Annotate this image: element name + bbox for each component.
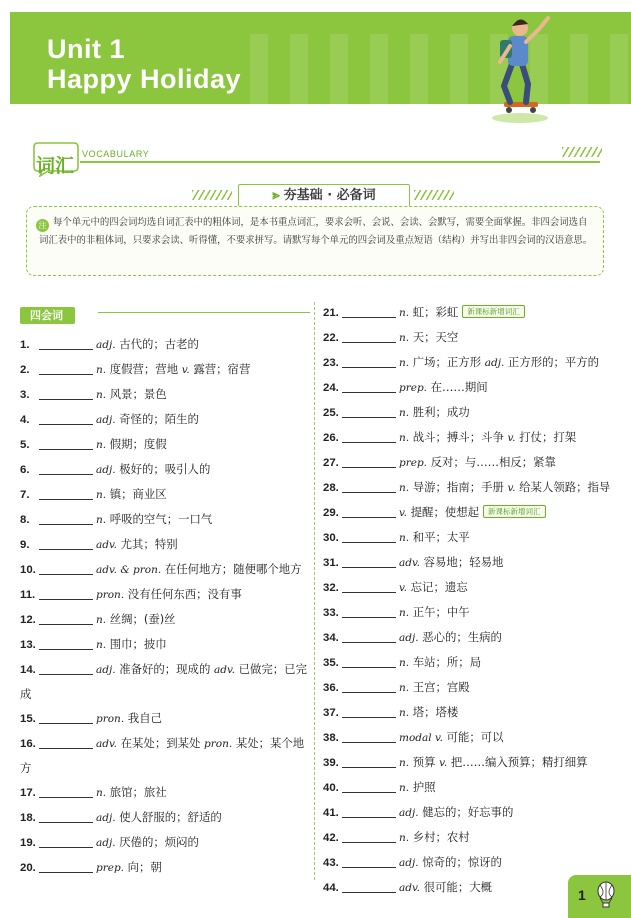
vocab-entry bbox=[323, 750, 613, 775]
part-of-speech: pron. bbox=[204, 738, 233, 750]
answer-blank[interactable] bbox=[342, 404, 396, 418]
vocab-entry bbox=[323, 300, 613, 325]
entry-number: 9. bbox=[20, 539, 30, 551]
vocab-entry bbox=[20, 557, 308, 582]
part-of-speech: n. bbox=[96, 389, 107, 401]
answer-blank[interactable] bbox=[342, 779, 396, 793]
vocab-entry bbox=[20, 407, 308, 432]
note-text: 每个单元中的四会词均选自词汇表中的粗体词，是本书重点词汇，要求会听、会说、会读、会默写，需要全面掌握。非四会词选自词汇表中的非粗体词，只要求会读、听得懂，不要求拼写。请默写每个单元的四会词及重点短语（结构）并写出非四会词的汉语意思。 bbox=[39, 217, 593, 246]
definition: 胜利；成功 bbox=[412, 405, 470, 419]
entry-number: 37. bbox=[323, 707, 339, 719]
part-of-speech: n. bbox=[399, 832, 410, 844]
entry-number: 8. bbox=[20, 514, 30, 526]
vocab-entry bbox=[323, 400, 613, 425]
part-of-speech: n. bbox=[399, 782, 410, 794]
definition: 广场；正方形 bbox=[412, 355, 482, 369]
part-of-speech: adv. bbox=[399, 882, 421, 894]
entry-number: 20. bbox=[20, 862, 36, 874]
answer-blank[interactable] bbox=[342, 829, 396, 843]
vocab-entry bbox=[20, 432, 308, 457]
definition: 容易地；轻易地 bbox=[423, 555, 504, 569]
entry-number: 19. bbox=[20, 837, 36, 849]
answer-blank[interactable] bbox=[39, 710, 93, 724]
entry-number: 41. bbox=[323, 807, 339, 819]
definition: 奇怪的；陌生的 bbox=[119, 412, 199, 426]
vocab-entry bbox=[323, 775, 613, 800]
definition: 使人舒服的；舒适的 bbox=[119, 810, 222, 824]
page-number: 1 bbox=[578, 887, 586, 903]
part-of-speech: adj. bbox=[399, 857, 419, 869]
vocab-title-cn: 词汇 bbox=[36, 155, 75, 177]
four-skill-words-tag: 四会词 bbox=[20, 307, 75, 324]
vocab-entry bbox=[20, 632, 308, 657]
definition: 在某处；到某处 bbox=[120, 736, 201, 750]
entry-number: 40. bbox=[323, 782, 339, 794]
vocab-entry bbox=[323, 325, 613, 350]
vocab-entry bbox=[323, 600, 613, 625]
definition: 在……期间 bbox=[430, 380, 488, 394]
definition: 准备好的；现成的 bbox=[119, 662, 211, 676]
vocab-entry bbox=[323, 450, 613, 475]
entry-number: 14. bbox=[20, 664, 36, 676]
definition: 镇；商业区 bbox=[109, 487, 167, 501]
part-of-speech: prep. bbox=[399, 382, 428, 394]
vocab-entry bbox=[20, 805, 308, 830]
entry-number: 10. bbox=[20, 564, 36, 576]
vocab-entry bbox=[20, 582, 308, 607]
part-of-speech: v. bbox=[507, 482, 516, 494]
section-banner bbox=[238, 184, 410, 208]
entry-number: 5. bbox=[20, 439, 30, 451]
definition: 虹；彩虹 bbox=[412, 305, 459, 319]
definition: 某处；某个地方 bbox=[20, 736, 305, 775]
entry-number: 1. bbox=[20, 339, 30, 351]
definition: 在任何地方；随便哪个地方 bbox=[164, 562, 302, 576]
entry-number: 16. bbox=[20, 738, 36, 750]
entry-number: 34. bbox=[323, 632, 339, 644]
answer-blank[interactable] bbox=[342, 304, 396, 318]
entry-number: 7. bbox=[20, 489, 30, 501]
definition: 导游；指南；手册 bbox=[412, 480, 504, 494]
answer-blank[interactable] bbox=[342, 604, 396, 618]
part-of-speech: n. bbox=[399, 357, 410, 369]
vocab-entry bbox=[20, 657, 308, 706]
definition: 天；天空 bbox=[412, 330, 459, 344]
part-of-speech: adv. & pron. bbox=[96, 564, 162, 576]
vocab-entry bbox=[323, 550, 613, 575]
wheel bbox=[530, 107, 536, 113]
vocab-hatch bbox=[562, 147, 602, 157]
part-of-speech: n. bbox=[399, 482, 410, 494]
hot-air-balloon-icon bbox=[596, 881, 616, 909]
definition: 已做完；已完成 bbox=[20, 662, 307, 701]
answer-blank[interactable] bbox=[342, 879, 396, 893]
new-curriculum-badge: 新课标新增词汇 bbox=[462, 305, 525, 318]
answer-blank[interactable] bbox=[39, 436, 93, 450]
entry-number: 3. bbox=[20, 389, 30, 401]
entry-number: 39. bbox=[323, 757, 339, 769]
section-hatch-right bbox=[414, 190, 454, 200]
entry-number: 4. bbox=[20, 414, 30, 426]
vocab-entry bbox=[20, 780, 308, 805]
vocab-entry bbox=[323, 650, 613, 675]
part-of-speech: prep. bbox=[399, 457, 428, 469]
part-of-speech: adj. bbox=[484, 357, 505, 369]
vocab-entry bbox=[323, 475, 613, 500]
part-of-speech: n. bbox=[399, 432, 410, 444]
vocab-entry bbox=[323, 375, 613, 400]
entry-number: 30. bbox=[323, 532, 339, 544]
entry-number: 23. bbox=[323, 357, 339, 369]
skater-shadow bbox=[492, 113, 548, 123]
definition: 护照 bbox=[412, 780, 436, 794]
skateboarder-illustration bbox=[482, 6, 562, 126]
vocab-entry bbox=[20, 332, 308, 357]
answer-blank[interactable] bbox=[342, 704, 396, 718]
entry-number: 15. bbox=[20, 713, 36, 725]
definition: 把……编入预算；精打细算 bbox=[450, 755, 588, 769]
definition: 度假营；营地 bbox=[109, 362, 179, 376]
vocab-entry bbox=[20, 532, 308, 557]
part-of-speech: n. bbox=[399, 607, 410, 619]
definition: 乡村；农村 bbox=[412, 830, 470, 844]
vocab-entry bbox=[20, 357, 308, 382]
part-of-speech: n. bbox=[96, 787, 107, 799]
part-of-speech: adj. bbox=[96, 464, 116, 476]
vocab-entry bbox=[323, 575, 613, 600]
column-divider bbox=[314, 302, 316, 880]
part-of-speech: adj. bbox=[399, 807, 419, 819]
part-of-speech: adj. bbox=[399, 632, 419, 644]
answer-blank[interactable] bbox=[342, 804, 396, 818]
entry-number: 13. bbox=[20, 639, 36, 651]
vocab-entry bbox=[20, 731, 308, 780]
vocab-rule bbox=[80, 161, 600, 163]
part-of-speech: n. bbox=[96, 514, 107, 526]
entry-number: 24. bbox=[323, 382, 339, 394]
answer-blank[interactable] bbox=[342, 529, 396, 543]
answer-blank[interactable] bbox=[39, 386, 93, 400]
definition: 反对；与……相反；紧靠 bbox=[430, 455, 556, 469]
unit-name: Happy Holiday bbox=[47, 64, 242, 94]
entry-number: 26. bbox=[323, 432, 339, 444]
vocab-entry bbox=[323, 500, 613, 525]
definition: 车站；所；局 bbox=[412, 655, 482, 669]
definition: 塔；塔楼 bbox=[412, 705, 459, 719]
arm bbox=[526, 18, 548, 42]
answer-blank[interactable] bbox=[39, 511, 93, 525]
answer-blank[interactable] bbox=[342, 629, 396, 643]
answer-blank[interactable] bbox=[342, 679, 396, 693]
part-of-speech: n. bbox=[399, 707, 410, 719]
wheel bbox=[506, 107, 512, 113]
leg bbox=[522, 64, 528, 102]
entry-number: 44. bbox=[323, 882, 339, 894]
vocab-title-en: VOCABULARY bbox=[82, 149, 150, 159]
right-column bbox=[323, 300, 613, 900]
answer-blank[interactable] bbox=[342, 354, 396, 368]
note-icon: 注 bbox=[36, 219, 49, 232]
left-entry-list bbox=[20, 332, 308, 880]
part-of-speech: n. bbox=[399, 307, 410, 319]
definition: 尤其；特别 bbox=[120, 537, 178, 551]
answer-blank[interactable] bbox=[39, 536, 93, 550]
definition: 打仗；打架 bbox=[519, 430, 577, 444]
answer-blank[interactable] bbox=[342, 654, 396, 668]
part-of-speech: n. bbox=[399, 757, 410, 769]
answer-blank[interactable] bbox=[39, 461, 93, 475]
entry-number: 21. bbox=[323, 307, 339, 319]
vocab-entry bbox=[20, 457, 308, 482]
answer-blank[interactable] bbox=[39, 486, 93, 500]
part-of-speech: n. bbox=[399, 682, 410, 694]
definition: 恶心的；生病的 bbox=[422, 630, 502, 644]
answer-blank[interactable] bbox=[342, 754, 396, 768]
entry-number: 12. bbox=[20, 614, 36, 626]
part-of-speech: v. bbox=[507, 432, 516, 444]
part-of-speech: prep. bbox=[96, 862, 125, 874]
answer-blank[interactable] bbox=[39, 834, 93, 848]
entry-number: 25. bbox=[323, 407, 339, 419]
answer-blank[interactable] bbox=[39, 784, 93, 798]
part-of-speech: adj. bbox=[96, 837, 116, 849]
answer-blank[interactable] bbox=[39, 336, 93, 350]
part-of-speech: n. bbox=[399, 332, 410, 344]
answer-blank[interactable] bbox=[39, 859, 93, 873]
definition: 战斗；搏斗；斗争 bbox=[412, 430, 504, 444]
answer-blank[interactable] bbox=[342, 579, 396, 593]
answer-blank[interactable] bbox=[342, 504, 396, 518]
vocabulary-heading bbox=[32, 141, 602, 181]
entry-number: 18. bbox=[20, 812, 36, 824]
part-of-speech: v. bbox=[399, 507, 408, 519]
part-of-speech: n. bbox=[399, 657, 410, 669]
answer-blank[interactable] bbox=[39, 561, 93, 575]
vocab-entry bbox=[323, 825, 613, 850]
definition: 围巾；披巾 bbox=[109, 637, 167, 651]
answer-blank[interactable] bbox=[342, 379, 396, 393]
part-of-speech: adj. bbox=[96, 812, 116, 824]
part-of-speech: adv. bbox=[96, 539, 118, 551]
unit-number: Unit 1 bbox=[47, 34, 126, 64]
vocab-entry bbox=[323, 425, 613, 450]
unit-title-block bbox=[47, 34, 241, 94]
part-of-speech: n. bbox=[399, 407, 410, 419]
entry-number: 35. bbox=[323, 657, 339, 669]
vocab-entry bbox=[20, 830, 308, 855]
double-arrow-icon: ⪢ bbox=[272, 188, 280, 203]
entry-number: 42. bbox=[323, 832, 339, 844]
definition: 向；朝 bbox=[127, 860, 162, 874]
vocab-entry bbox=[323, 800, 613, 825]
vocab-entry bbox=[323, 700, 613, 725]
entry-number: 43. bbox=[323, 857, 339, 869]
answer-blank[interactable] bbox=[342, 454, 396, 468]
answer-blank[interactable] bbox=[342, 329, 396, 343]
answer-blank[interactable] bbox=[39, 735, 93, 749]
definition: 露营；宿营 bbox=[193, 362, 251, 376]
entry-number: 2. bbox=[20, 364, 30, 376]
section-title: 夯基础 · 必备词 bbox=[283, 188, 376, 203]
definition: 风景；景色 bbox=[109, 387, 167, 401]
definition: 忘记；遗忘 bbox=[410, 580, 468, 594]
vocab-entry bbox=[323, 525, 613, 550]
answer-blank[interactable] bbox=[39, 586, 93, 600]
entry-number: 31. bbox=[323, 557, 339, 569]
vocab-entry bbox=[323, 850, 613, 875]
part-of-speech: adj. bbox=[96, 414, 116, 426]
answer-blank[interactable] bbox=[342, 554, 396, 568]
definition: 我自己 bbox=[127, 711, 162, 725]
section-hatch-left bbox=[192, 190, 232, 200]
definition: 旅馆；旅社 bbox=[109, 785, 167, 799]
vocab-entry bbox=[323, 350, 613, 375]
entry-number: 33. bbox=[323, 607, 339, 619]
entry-number: 11. bbox=[20, 589, 36, 601]
vocab-entry bbox=[20, 607, 308, 632]
definition: 健忘的；好忘事的 bbox=[422, 805, 514, 819]
entry-number: 6. bbox=[20, 464, 30, 476]
instruction-note bbox=[26, 206, 604, 276]
definition: 正方形的；平方的 bbox=[507, 355, 600, 369]
vocab-entry bbox=[323, 625, 613, 650]
entry-number: 22. bbox=[323, 332, 339, 344]
vocab-entry bbox=[20, 482, 308, 507]
part-of-speech: n. bbox=[96, 614, 107, 626]
answer-blank[interactable] bbox=[342, 429, 396, 443]
entry-number: 32. bbox=[323, 582, 339, 594]
answer-blank[interactable] bbox=[39, 661, 93, 675]
right-entry-list bbox=[323, 300, 613, 900]
part-of-speech: adv. bbox=[96, 738, 118, 750]
entry-number: 17. bbox=[20, 787, 36, 799]
leg bbox=[504, 64, 512, 102]
part-of-speech: v. bbox=[181, 364, 190, 376]
part-of-speech: v. bbox=[399, 582, 408, 594]
definition: 王宫；宫殿 bbox=[412, 680, 470, 694]
page-number-tab bbox=[568, 875, 631, 918]
answer-blank[interactable] bbox=[39, 411, 93, 425]
left-column bbox=[20, 304, 308, 880]
part-of-speech: adj. bbox=[96, 664, 116, 676]
definition: 预算 bbox=[412, 755, 436, 769]
part-of-speech: modal v. bbox=[399, 732, 443, 744]
vocab-entry bbox=[20, 706, 308, 731]
definition: 没有任何东西；没有事 bbox=[127, 587, 242, 601]
tag-rule bbox=[98, 312, 310, 313]
part-of-speech: pron. bbox=[96, 589, 125, 601]
definition: 正午；中午 bbox=[412, 605, 470, 619]
part-of-speech: n. bbox=[96, 364, 107, 376]
definition: 惊奇的；惊讶的 bbox=[422, 855, 502, 869]
banner-stripes bbox=[250, 34, 631, 104]
vocab-entry bbox=[323, 725, 613, 750]
definition: 古代的；古老的 bbox=[119, 337, 199, 351]
answer-blank[interactable] bbox=[39, 611, 93, 625]
entry-number: 27. bbox=[323, 457, 339, 469]
answer-blank[interactable] bbox=[39, 361, 93, 375]
answer-blank[interactable] bbox=[342, 479, 396, 493]
definition: 和平；太平 bbox=[412, 530, 470, 544]
entry-number: 36. bbox=[323, 682, 339, 694]
part-of-speech: n. bbox=[96, 439, 107, 451]
part-of-speech: n. bbox=[96, 639, 107, 651]
new-curriculum-badge: 新课标新增词汇 bbox=[483, 505, 546, 518]
vocab-entry bbox=[323, 675, 613, 700]
vocab-entry bbox=[20, 382, 308, 407]
vocab-entry bbox=[20, 507, 308, 532]
definition: 极好的；吸引人的 bbox=[119, 462, 211, 476]
answer-blank[interactable] bbox=[39, 636, 93, 650]
answer-blank[interactable] bbox=[39, 809, 93, 823]
answer-blank[interactable] bbox=[342, 729, 396, 743]
part-of-speech: adj. bbox=[96, 339, 116, 351]
definition: 呼吸的空气；一口气 bbox=[109, 512, 213, 526]
part-of-speech: n. bbox=[399, 532, 410, 544]
vocab-entry bbox=[20, 855, 308, 880]
definition: 提醒；使想起 bbox=[410, 505, 480, 519]
part-of-speech: adv. bbox=[399, 557, 421, 569]
part-of-speech: pron. bbox=[96, 713, 125, 725]
definition: 很可能；大概 bbox=[423, 880, 492, 894]
part-of-speech: v. bbox=[439, 757, 448, 769]
definition: 给某人领路；指导 bbox=[519, 480, 611, 494]
definition: 厌倦的；烦闷的 bbox=[119, 835, 199, 849]
entry-number: 38. bbox=[323, 732, 339, 744]
entry-number: 29. bbox=[323, 507, 339, 519]
definition: 丝绸；(蚕)丝 bbox=[109, 612, 176, 626]
answer-blank[interactable] bbox=[342, 854, 396, 868]
part-of-speech: adv. bbox=[213, 664, 235, 676]
part-of-speech: n. bbox=[96, 489, 107, 501]
entry-number: 28. bbox=[323, 482, 339, 494]
definition: 可能；可以 bbox=[446, 730, 504, 744]
definition: 假期；度假 bbox=[109, 437, 167, 451]
